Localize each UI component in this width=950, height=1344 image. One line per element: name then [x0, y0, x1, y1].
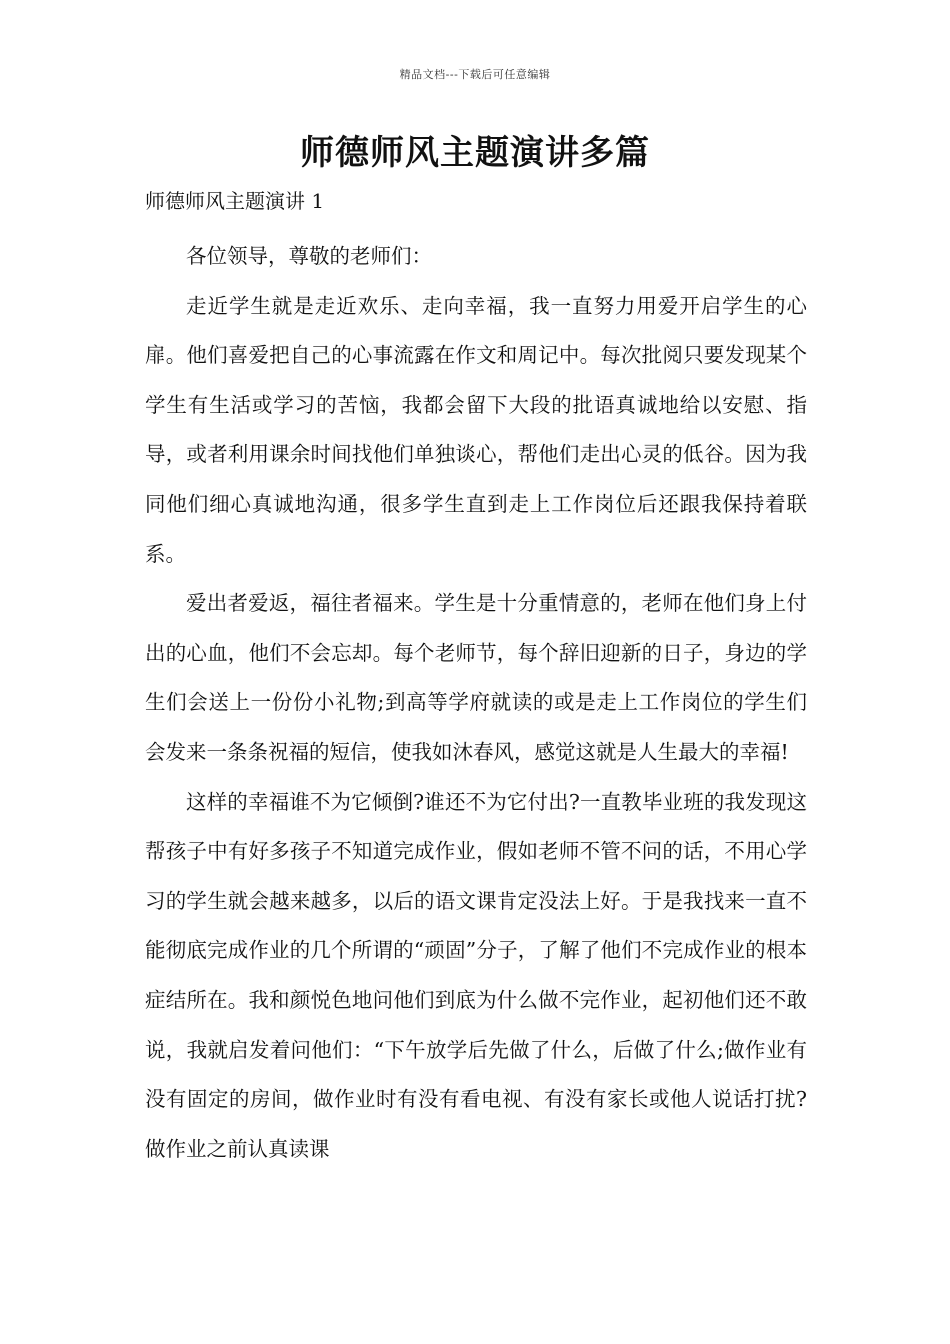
document-title: 师德师风主题演讲多篇: [300, 133, 650, 173]
section-heading: 师德师风主题演讲 1: [145, 189, 325, 213]
paragraph: 爱出者爱返，福往者福来。学生是十分重情意的，老师在他们身上付出的心血，他们不会忘却。每个老师节，每个辞旧迎新的日子，身边的学生们会送上一份份小礼物;到高等学府就读的或是走上工作岗位的学生们会发来一条条祝福的短信，使我如沐春风，感觉这就是人生最大的幸福!: [145, 591, 807, 764]
paragraph: 这样的幸福谁不为它倾倒?谁还不为它付出?一直教毕业班的我发现这帮孩子中有好多孩子不知道完成作业，假如老师不管不问的话，不用心学习的学生就会越来越多，以后的语文课肯定没法上好。于是我找来一直不能彻底完成作业的几个所谓的“顽固”分子，了解了他们不完成作业的根本症结所在。我和颜悦色地问他们到底为什么做不完作业，起初他们还不敢说，我就启发着问他们：“下午放学后先做了什么，后做了什么;做作业有没有固定的房间，做作业时有没有看电视、有没有家长或他人说话打扰?做作业之前认真读课: [145, 789, 807, 1161]
document-body: [145, 232, 807, 1174]
paragraph: 走近学生就是走近欢乐、走向幸福，我一直努力用爱开启学生的心扉。他们喜爱把自己的心事流露在作文和周记中。每次批阅只要发现某个学生有生活或学习的苦恼，我都会留下大段的批语真诚地给以安慰、指导，或者利用课余时间找他们单独谈心，帮他们走出心灵的低谷。因为我同他们细心真诚地沟通，很多学生直到走上工作岗位后还跟我保持着联系。: [145, 293, 807, 566]
paragraph-greeting: 各位领导，尊敬的老师们：: [186, 244, 432, 268]
header-note: 精品文档---下载后可任意编辑: [399, 68, 551, 81]
